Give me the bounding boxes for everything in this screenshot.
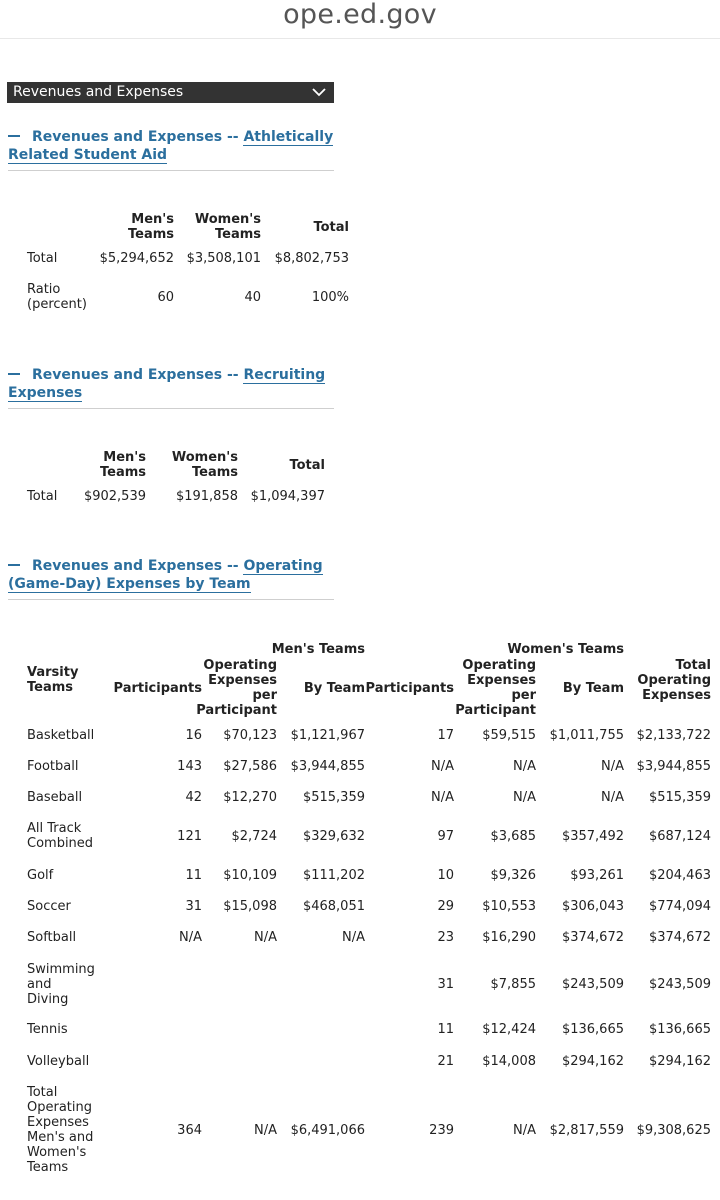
cell-w-team-line: $243,509 (561, 976, 624, 992)
cell-m-part-line: 11 (185, 867, 202, 883)
cell-m-team-line: $515,359 (302, 789, 365, 805)
cell-w-opex-line: $14,008 (482, 1053, 536, 1069)
cell-total (511, 1054, 711, 1069)
section-title-link[interactable]: Operating (243, 558, 323, 574)
team-name-line: and (27, 976, 52, 992)
group-header-women-line: Women's Teams (507, 641, 624, 657)
team-name-line: Soccer (27, 898, 71, 914)
cell-w-part-line: 23 (437, 929, 454, 945)
col-header-total-line: Operating (637, 672, 711, 688)
group-header-men-line: Men's Teams (271, 641, 365, 657)
col-header-by-team-line: By Team (303, 680, 365, 696)
cell-w-team-line: $93,261 (570, 867, 624, 883)
cell-total-line: $774,094 (648, 898, 711, 914)
team-name-line: Football (27, 758, 79, 774)
cell-w-part-line: N/A (431, 758, 454, 774)
cell-m-part-line: 16 (185, 727, 202, 743)
team-name-line: Operating (27, 1100, 92, 1115)
row-label-line: Total (27, 250, 58, 266)
col-header-total (149, 220, 349, 235)
cell-w-part-line: 11 (437, 1021, 454, 1037)
team-name-line: Women's (27, 1145, 87, 1160)
section-dropdown[interactable] (7, 82, 334, 103)
cell-m-opex-line: N/A (254, 1122, 277, 1138)
cell-m-part-line: 143 (177, 758, 202, 774)
cell-total (511, 1022, 711, 1037)
row-label-line: Total (27, 488, 58, 504)
col-header-total-line: Total (675, 657, 711, 673)
cell-women-line: $191,858 (175, 488, 238, 504)
team-name-line: Baseball (27, 789, 83, 805)
collapse-icon[interactable] (8, 135, 20, 137)
cell-w-opex-line: $12,424 (482, 1021, 536, 1037)
cell-w-team-line: N/A (601, 789, 624, 805)
cell-m-opex-line: $15,098 (223, 898, 277, 914)
cell-w-opex-line: N/A (513, 789, 536, 805)
cell-total-line: $3,944,855 (636, 758, 711, 774)
cell-total (149, 290, 349, 305)
cell-m-team-line: $111,202 (302, 867, 365, 883)
col-header-women-line: Women's (171, 450, 238, 465)
cell-total (511, 759, 711, 774)
section-title-link-cont[interactable]: Related Student Aid (8, 147, 168, 163)
cell-m-team-line: $329,632 (302, 828, 365, 844)
cell-m-opex-line: $10,109 (223, 867, 277, 883)
col-header-women-line: Teams (214, 227, 261, 242)
group-header-women (424, 642, 624, 657)
cell-total-line: $9,308,625 (636, 1122, 711, 1138)
cell-w-team-line: $136,665 (561, 1021, 624, 1037)
team-name (27, 962, 95, 1007)
cell-m-part-line: N/A (179, 929, 202, 945)
cell-w-part-line: N/A (431, 789, 454, 805)
cell-total-line: $1,094,397 (250, 488, 325, 504)
col-header-by-team-line: By Team (562, 680, 624, 696)
cell-m-opex-line: $27,586 (223, 758, 277, 774)
url-text: ope.ed.gov (283, 0, 437, 30)
cell-men-line: $5,294,652 (99, 250, 174, 266)
cell-w-opex-line: N/A (513, 1122, 536, 1138)
collapse-icon[interactable] (8, 373, 20, 375)
team-name-line: Softball (27, 929, 77, 945)
cell-total-line: $374,672 (648, 929, 711, 945)
col-header-men-line: Men's (131, 212, 174, 227)
section-title-link-cont[interactable]: (Game-Day) Expenses by Team (8, 576, 251, 592)
cell-w-team-line: N/A (601, 758, 624, 774)
cell-total (511, 977, 711, 992)
cell-w-opex-line: $16,290 (482, 929, 536, 945)
col-header-women-line: Teams (191, 465, 238, 480)
cell-w-opex-line: $7,855 (490, 976, 536, 992)
team-name-line: Tennis (27, 1021, 68, 1037)
cell-women-line: 40 (244, 289, 261, 305)
cell-w-opex-line: $3,685 (490, 828, 536, 844)
cell-m-part-line: 31 (185, 898, 202, 914)
cell-w-part-line: 239 (429, 1122, 454, 1138)
col-header-men-line: Men's (103, 450, 146, 465)
col-header-total-line: Total (289, 457, 325, 473)
cell-w-team-line: $306,043 (561, 898, 624, 914)
col-header-opex-line: per (252, 688, 277, 703)
section-title-link[interactable]: Athletically (243, 129, 334, 145)
cell-w-opex-line: $10,553 (482, 898, 536, 914)
section-title-prefix: Revenues and Expenses -- (32, 129, 244, 145)
cell-m-team-line: $1,121,967 (290, 727, 365, 743)
cell-total-line: $515,359 (648, 789, 711, 805)
collapse-icon[interactable] (8, 564, 20, 566)
browser-address-bar[interactable] (0, 0, 720, 39)
cell-total (511, 829, 711, 844)
cell-total (511, 868, 711, 883)
team-name-line: Swimming (27, 961, 95, 977)
col-header-varsity-line: Teams (27, 680, 74, 695)
cell-w-part-line: 97 (437, 828, 454, 844)
cell-total-line: 100% (311, 289, 349, 305)
cell-m-part-line: 121 (177, 828, 202, 844)
dropdown-label: Revenues and Expenses (13, 84, 184, 100)
cell-men-line: 60 (157, 289, 174, 305)
col-header-opex-line: Participant (455, 703, 536, 718)
cell-total-line: $8,802,753 (274, 250, 349, 266)
cell-total (125, 489, 325, 504)
team-name-line: Teams (27, 1160, 69, 1175)
team-name (27, 1054, 89, 1069)
col-header-men-line: Teams (127, 227, 174, 242)
team-name-line: Basketball (27, 727, 95, 743)
cell-total (149, 251, 349, 266)
team-name-line: Volleyball (27, 1053, 90, 1069)
col-header-varsity-line: Varsity (27, 665, 79, 680)
cell-m-team-line: $468,051 (302, 898, 365, 914)
col-header-opex-line: Expenses (467, 673, 536, 688)
cell-total (511, 1123, 711, 1138)
section-header-operating[interactable] (8, 557, 334, 600)
group-header-men (165, 642, 365, 657)
cell-total (511, 790, 711, 805)
cell-w-part-line: 31 (437, 976, 454, 992)
team-name-line: Diving (27, 991, 69, 1007)
cell-w-opex-line: $59,515 (482, 727, 536, 743)
cell-total-line: $2,133,722 (636, 727, 711, 743)
col-header-men-line: Teams (99, 465, 146, 480)
cell-w-team-line: $2,817,559 (549, 1122, 624, 1138)
col-header-opex-line: Participant (196, 703, 277, 718)
col-header-opex-line: Expenses (208, 673, 277, 688)
col-header-opex-line: per (511, 688, 536, 703)
team-name-line: Expenses (27, 1115, 89, 1130)
cell-total (511, 728, 711, 743)
team-name-line: All Track (27, 821, 82, 836)
cell-w-part-line: 10 (437, 867, 454, 883)
cell-w-opex-line: $9,326 (490, 867, 536, 883)
section-title-link[interactable]: Recruiting (243, 367, 326, 383)
col-header-opex-line: Operating (462, 658, 536, 673)
team-name (27, 1022, 68, 1037)
team-name-line: Total (27, 1085, 58, 1100)
col-header-total (511, 658, 711, 703)
col-header-total-line: Total (313, 219, 349, 235)
cell-total-line: $136,665 (648, 1021, 711, 1037)
col-header-total (125, 458, 325, 473)
col-header-participants-line: Participants (113, 680, 202, 696)
team-name-line: Golf (27, 867, 54, 883)
cell-m-opex-line: $2,724 (231, 828, 277, 844)
cell-w-team-line: $374,672 (561, 929, 624, 945)
cell-w-team-line: $1,011,755 (549, 727, 624, 743)
team-name-line: Men's and (27, 1130, 94, 1145)
col-header-women-line: Women's (194, 212, 261, 227)
cell-men-line: $902,539 (83, 488, 146, 504)
cell-w-part-line: 29 (437, 898, 454, 914)
cell-m-part-line: 364 (177, 1122, 202, 1138)
row-label-line: (percent) (27, 297, 87, 312)
cell-w-part-line: 21 (437, 1053, 454, 1069)
section-title-link-cont[interactable]: Expenses (8, 385, 83, 401)
cell-m-team-line: $6,491,066 (290, 1122, 365, 1138)
section-title-prefix: Revenues and Expenses -- (32, 367, 244, 383)
cell-w-team-line: $357,492 (561, 828, 624, 844)
section-header-athletic-aid[interactable] (8, 128, 334, 171)
col-header-total-line: Expenses (642, 687, 711, 703)
cell-w-team-line: $294,162 (561, 1053, 624, 1069)
cell-total-line: $243,509 (648, 976, 711, 992)
team-name-line: Combined (27, 836, 94, 851)
cell-m-opex-line: $12,270 (223, 789, 277, 805)
col-header-opex-line: Operating (203, 658, 277, 673)
section-title-prefix: Revenues and Expenses -- (32, 558, 244, 574)
cell-m-opex-line: $70,123 (223, 727, 277, 743)
section-header-recruiting[interactable] (8, 366, 334, 409)
cell-m-team-line: $3,944,855 (290, 758, 365, 774)
cell-total-line: $294,162 (648, 1053, 711, 1069)
cell-w-part-line: 17 (437, 727, 454, 743)
row-label-line: Ratio (27, 282, 61, 297)
cell-m-opex-line: N/A (254, 929, 277, 945)
cell-w-opex-line: N/A (513, 758, 536, 774)
col-header-participants-line: Participants (365, 680, 454, 696)
cell-m-part-line: 42 (185, 789, 202, 805)
cell-total (511, 899, 711, 914)
cell-total (511, 930, 711, 945)
cell-total-line: $204,463 (648, 867, 711, 883)
cell-women-line: $3,508,101 (186, 250, 261, 266)
cell-total-line: $687,124 (648, 828, 711, 844)
chevron-down-icon (312, 85, 326, 99)
cell-m-team-line: N/A (342, 929, 365, 945)
